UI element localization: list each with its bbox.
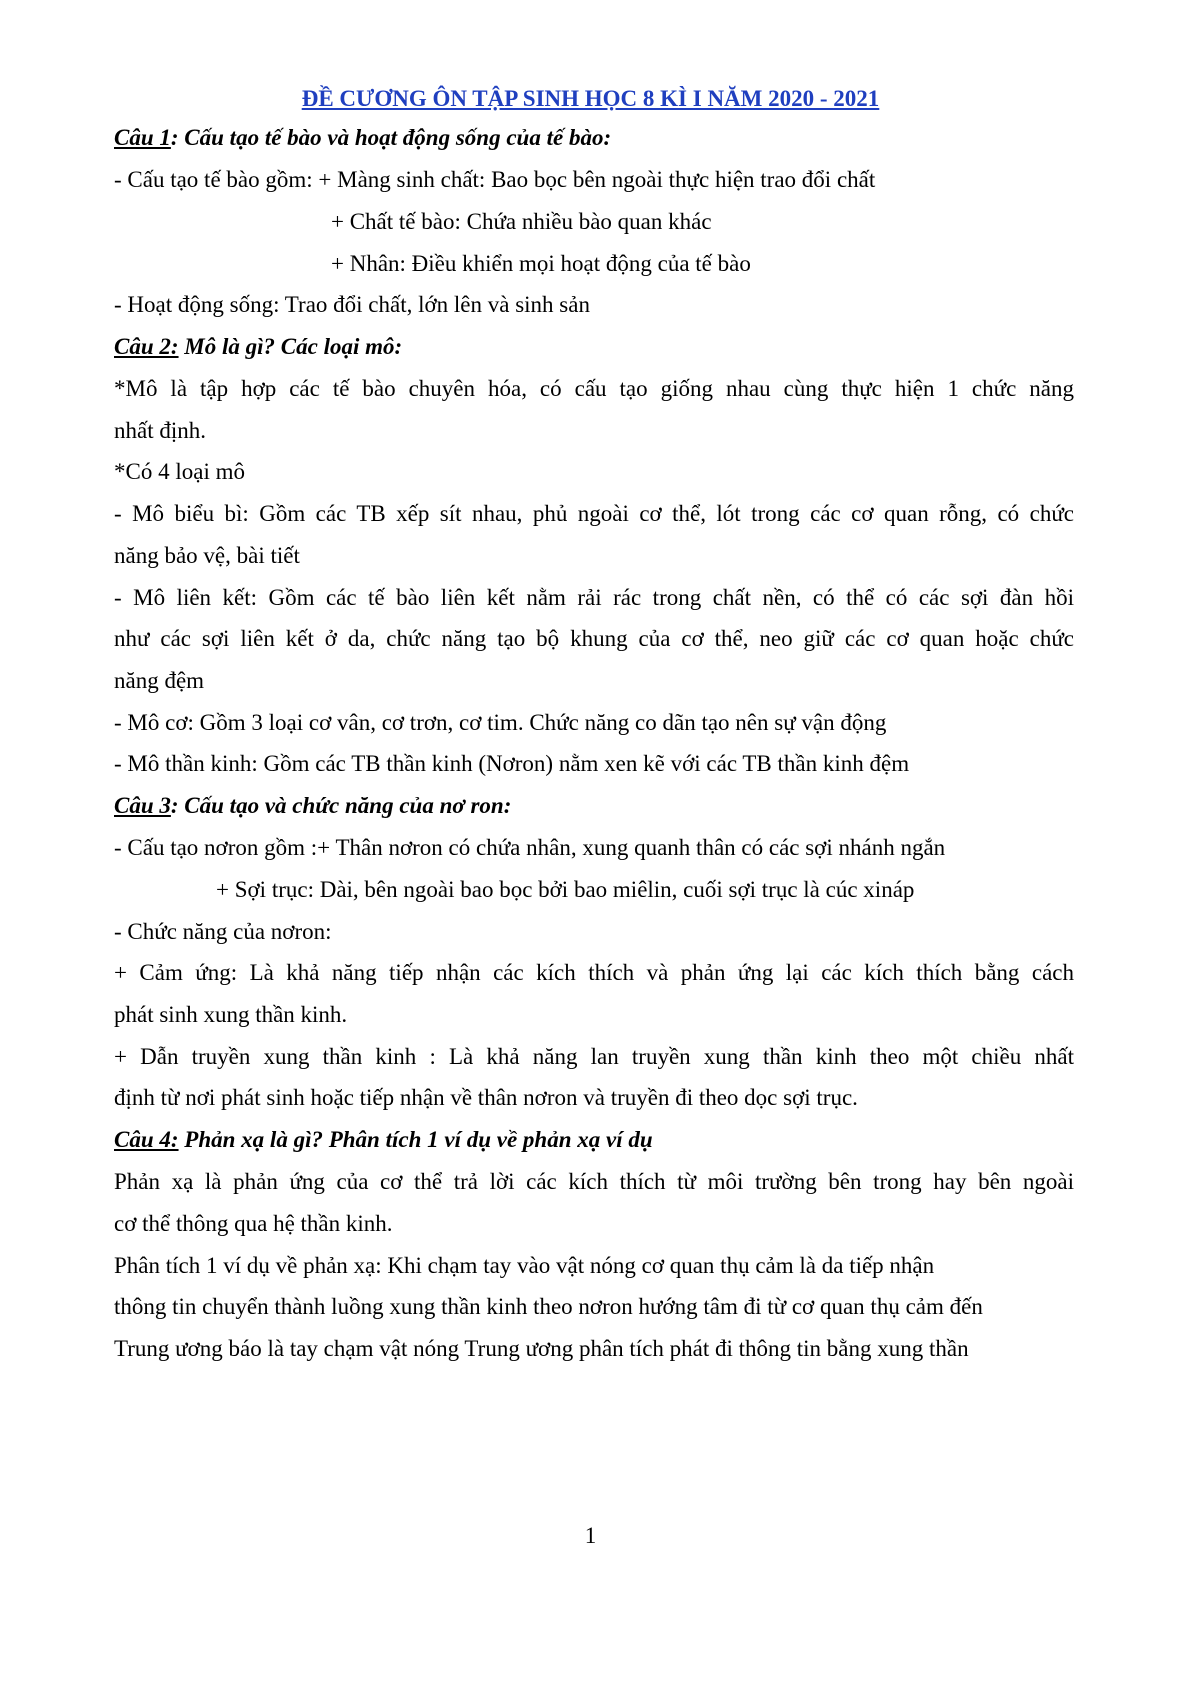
q4-line-4: thông tin chuyển thành luồng xung thần kinh theo nơron hướng tâm đi từ cơ quan thụ cảm đến [114, 1294, 983, 1319]
q3-line-7: định từ nơi phát sinh hoặc tiếp nhận về thân nơron và truyền đi theo dọc sợi trục. [114, 1085, 858, 1110]
q2-line-5: năng bảo vệ, bài tiết [114, 543, 300, 568]
question-4-title: Phản xạ là gì? Phân tích 1 ví dụ về phản xạ ví dụ [178, 1127, 653, 1152]
question-3-title: : Cấu tạo và chức năng của nơ ron: [170, 793, 512, 818]
q1-line-3: + Nhân: Điều khiển mọi hoạt động của tế bào [331, 251, 751, 276]
question-2-heading [114, 332, 1074, 362]
q2-line-9: - Mô cơ: Gồm 3 loại cơ vân, cơ trơn, cơ tim. Chức năng co dãn tạo nên sự vận động [114, 710, 887, 735]
q3-line-4: + Cảm ứng: Là khả năng tiếp nhận các kích thích và phản ứng lại các kích thích bằng cách [114, 960, 1074, 985]
question-1-number: Câu 1 [114, 125, 171, 150]
question-2-title: Mô là gì? Các loại mô: [178, 334, 403, 359]
question-4-heading [114, 1125, 1074, 1155]
q3-line-6: + Dẫn truyền xung thần kinh : Là khả năng lan truyền xung thần kinh theo một chiều nhất [114, 1044, 1074, 1069]
q2-line-3: *Có 4 loại mô [114, 459, 245, 484]
q2-line-2: nhất định. [114, 418, 206, 443]
q2-line-1: *Mô là tập hợp các tế bào chuyên hóa, có cấu tạo giống nhau cùng thực hiện 1 chức năng [114, 376, 1074, 401]
q1-line-1: - Cấu tạo tế bào gồm: + Màng sinh chất: Bao bọc bên ngoài thực hiện trao đổi chất [114, 167, 876, 192]
q3-line-5: phát sinh xung thần kinh. [114, 1002, 348, 1027]
question-2-number: Câu 2: [114, 334, 179, 359]
q4-line-5: Trung ương báo là tay chạm vật nóng Trung ương phân tích phát đi thông tin bằng xung thần [114, 1336, 969, 1361]
q1-line-4: - Hoạt động sống: Trao đổi chất, lớn lên và sinh sản [114, 292, 590, 317]
document-title: ĐỀ CƯƠNG ÔN TẬP SINH HỌC 8 KÌ I NĂM 2020 - 2021 [301, 86, 880, 111]
q4-line-1: Phản xạ là phản ứng của cơ thể trả lời các kích thích từ môi trường bên trong hay bên ngoài [114, 1169, 1074, 1194]
q4-line-2: cơ thể thông qua hệ thần kinh. [114, 1211, 393, 1236]
q2-line-7: như các sợi liên kết ở da, chức năng tạo bộ khung của cơ thể, neo giữ các cơ quan hoặc chức [114, 626, 1074, 651]
question-1-title: : Cấu tạo tế bào và hoạt động sống của tế bào: [170, 125, 612, 150]
q2-line-8: năng đệm [114, 668, 205, 693]
q2-line-10: - Mô thần kinh: Gồm các TB thần kinh (Nơron) nằm xen kẽ với các TB thần kinh đệm [114, 751, 910, 776]
q3-line-1: - Cấu tạo nơron gồm :+ Thân nơron có chứa nhân, xung quanh thân có các sợi nhánh ngắn [114, 835, 946, 860]
question-1-heading [114, 123, 1074, 153]
question-3-heading [114, 791, 1074, 821]
question-3-number: Câu 3 [114, 793, 171, 818]
page-number: 1 [584, 1523, 597, 1548]
q3-line-2: + Sợi trục: Dài, bên ngoài bao bọc bởi bao miêlin, cuối sợi trục là cúc xináp [216, 877, 915, 902]
q1-line-2: + Chất tế bào: Chứa nhiều bào quan khác [331, 209, 712, 234]
q2-line-6: - Mô liên kết: Gồm các tế bào liên kết nằm rải rác trong chất nền, có thể có các sợi đàn hồi [114, 585, 1074, 610]
question-4-number: Câu 4: [114, 1127, 179, 1152]
q2-line-4: - Mô biểu bì: Gồm các TB xếp sít nhau, phủ ngoài cơ thể, lót trong các cơ quan rỗng, có chức [114, 501, 1074, 526]
q3-line-3: - Chức năng của nơron: [114, 919, 332, 944]
q4-line-3: Phân tích 1 ví dụ về phản xạ: Khi chạm tay vào vật nóng cơ quan thụ cảm là da tiếp nhận [114, 1253, 935, 1278]
